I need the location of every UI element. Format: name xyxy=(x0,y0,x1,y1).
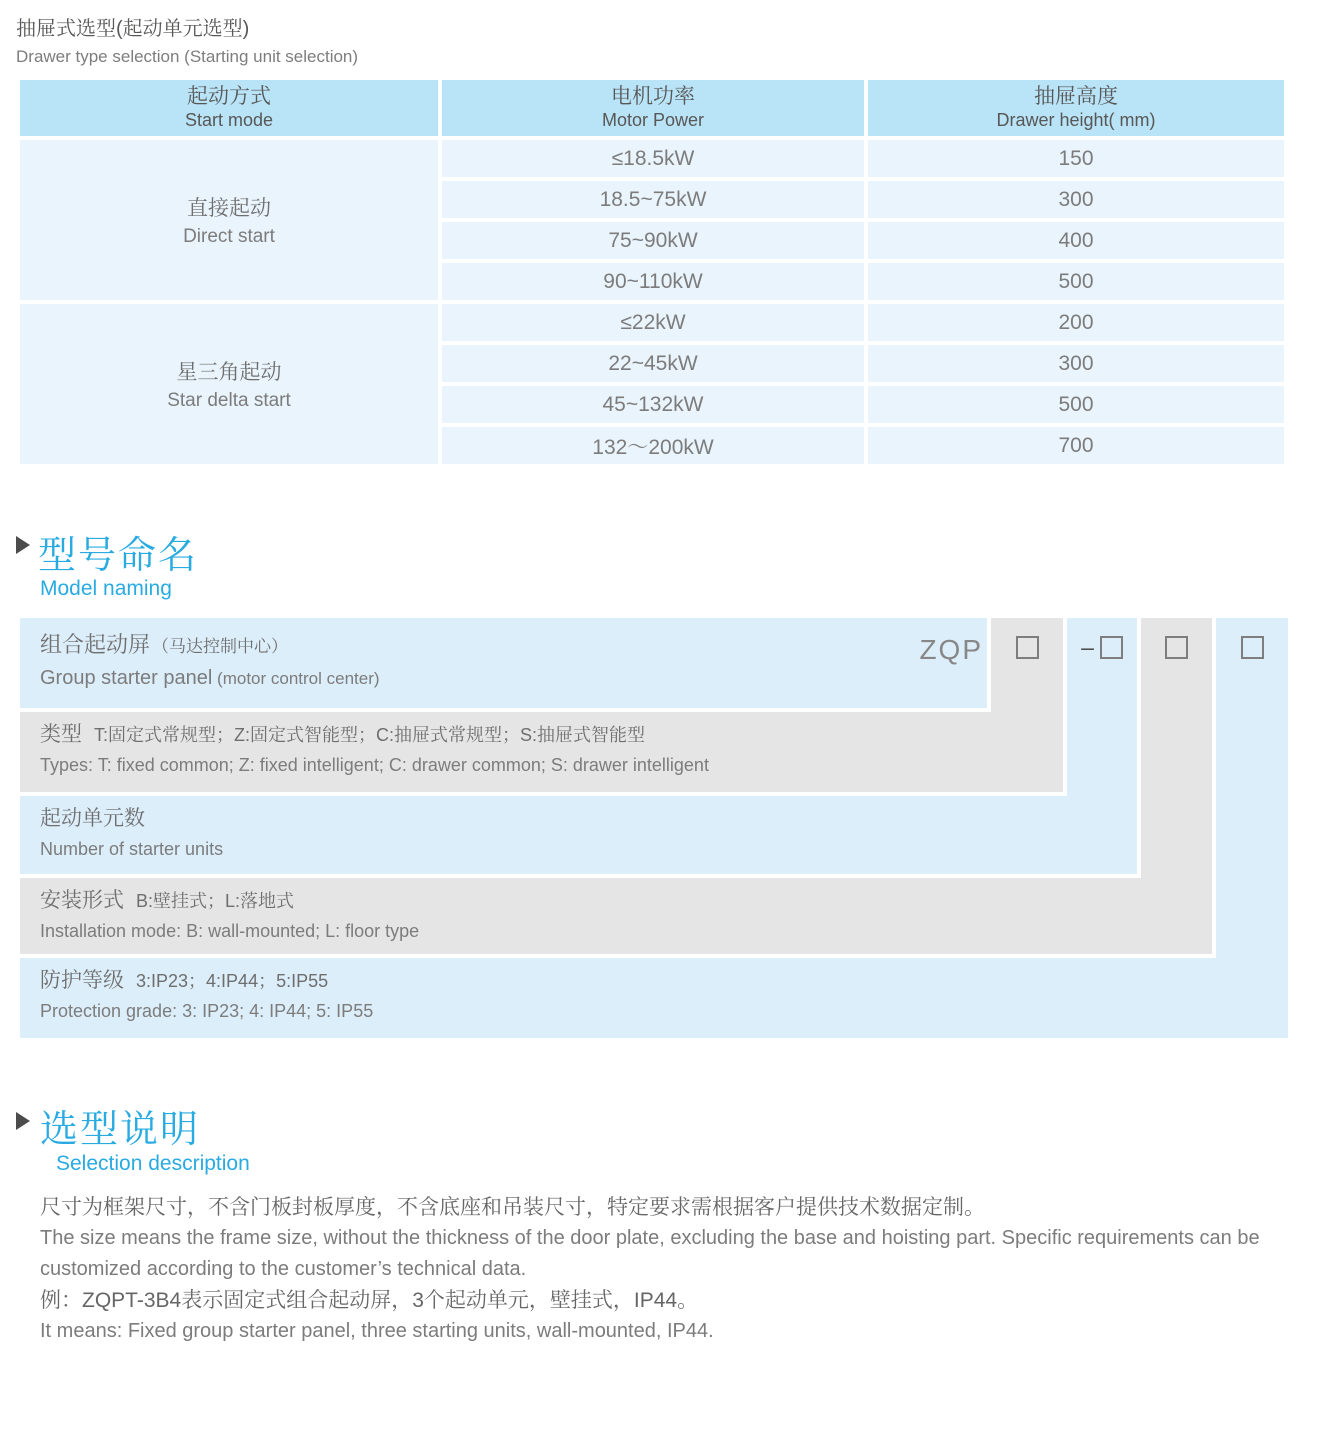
code-column-units xyxy=(1067,618,1137,874)
table-header-row xyxy=(20,80,1284,136)
section-subtitle-selection-description: Selection description xyxy=(56,1152,250,1175)
power-cell: 75~90kW xyxy=(442,222,864,259)
header-label-en: Start mode xyxy=(184,110,274,131)
type-label-zh: 类型 xyxy=(40,723,82,746)
mode-cell-direct-start xyxy=(20,140,438,300)
example-paragraph-en: It means: Fixed group starter panel, three starting units, wall-mounted, IP44. xyxy=(40,1320,714,1342)
protection-label-en: Protection grade: 3: IP23; 4: IP44; 5: IP55 xyxy=(40,1001,374,1022)
naming-row-starter-units xyxy=(20,796,1137,874)
header-label-zh: 电机功率 xyxy=(611,85,695,109)
power-cell: 45~132kW xyxy=(442,386,864,423)
mode-cell-star-delta-start xyxy=(20,304,438,464)
height-cell: 400 xyxy=(868,222,1284,259)
units-label-en: Number of starter units xyxy=(40,839,224,860)
selection-description-body xyxy=(40,1192,1292,1347)
power-cell: ≤22kW xyxy=(442,304,864,341)
power-cell: 132～200kW xyxy=(442,427,864,464)
placeholder-box-icon xyxy=(1100,636,1123,659)
section-title-model-naming: 型号命名 xyxy=(38,535,199,577)
page-subtitle: Drawer type selection (Starting unit selection) xyxy=(16,47,359,66)
power-cell: 18.5~75kW xyxy=(442,181,864,218)
header-label-zh: 抽屉高度 xyxy=(1034,85,1118,109)
example-paragraph-zh: 例：ZQPT-3B4表示固定式组合起动屏，3个起动单元，壁挂式，IP44。 xyxy=(40,1289,699,1312)
installation-label-zh: 安装形式 xyxy=(40,889,124,912)
header-label-en: Drawer height( mm) xyxy=(996,110,1156,131)
height-cell: 500 xyxy=(868,263,1284,300)
header-label-zh: 起动方式 xyxy=(187,85,271,109)
table-body xyxy=(20,140,1284,464)
height-cell: 200 xyxy=(868,304,1284,341)
product-label-en-sub: (motor control center) xyxy=(212,668,380,688)
units-label-zh: 起动单元数 xyxy=(40,807,145,830)
section-arrow-icon xyxy=(16,536,30,554)
section-title-selection-description: 选型说明 xyxy=(40,1109,201,1151)
page-header xyxy=(16,12,358,67)
header-cell-drawer-height xyxy=(868,80,1284,136)
height-cell: 150 xyxy=(868,140,1284,177)
naming-row-product xyxy=(20,618,987,708)
section-arrow-icon xyxy=(16,1112,30,1130)
naming-row-text xyxy=(20,958,1288,1023)
placeholder-box-icon xyxy=(1241,636,1264,659)
header-cell-start-mode xyxy=(20,80,438,136)
drawer-selection-table xyxy=(20,80,1284,464)
code-column-protection xyxy=(1216,618,1288,1038)
naming-row-text xyxy=(20,878,1212,943)
placeholder-box-icon xyxy=(1016,636,1039,659)
power-cell: 22~45kW xyxy=(442,345,864,382)
section-subtitle-model-naming: Model naming xyxy=(40,577,172,600)
height-cell: 300 xyxy=(868,345,1284,382)
mode-label-zh: 星三角起动 xyxy=(176,361,282,384)
naming-row-type xyxy=(20,712,1063,792)
code-column-installation xyxy=(1141,618,1212,954)
mode-label-en: Direct start xyxy=(183,226,275,247)
height-cell: 500 xyxy=(868,386,1284,423)
product-label-en: Group starter panel xyxy=(40,666,213,689)
type-label-zh-sub: T:固定式常规型；Z:固定式智能型；C:抽屉式常规型；S:抽屉式智能型 xyxy=(94,725,646,745)
height-cell: 700 xyxy=(868,427,1284,464)
header-label-en: Motor Power xyxy=(601,110,705,131)
description-paragraph-zh: 尺寸为框架尺寸，不含门板封板厚度，不含底座和吊装尺寸，特定要求需根据客户提供技术数据定制。 xyxy=(40,1196,985,1219)
code-column-type xyxy=(991,618,1063,792)
dash-separator: – xyxy=(1081,634,1094,660)
naming-row-text xyxy=(20,712,1063,777)
model-code: ZQP xyxy=(919,634,983,665)
power-cell: 90~110kW xyxy=(442,263,864,300)
description-paragraph-en: The size means the frame size, without the thickness of the door plate, excluding the base and hoisting part. Specific requirements can be customized according to the customer’s technical data. xyxy=(40,1227,1260,1280)
height-cell: 300 xyxy=(868,181,1284,218)
page-title: 抽屉式选型(起动单元选型) xyxy=(16,18,250,40)
type-label-en: Types: T: fixed common; Z: fixed intelligent; C: drawer common; S: drawer intelligent xyxy=(40,755,709,776)
installation-label-zh-sub: B:壁挂式；L:落地式 xyxy=(136,891,295,911)
protection-label-zh: 防护等级 xyxy=(40,969,124,992)
naming-row-text xyxy=(20,618,987,690)
product-label-zh: 组合起动屏 xyxy=(40,632,151,657)
naming-row-text xyxy=(20,796,1137,861)
installation-label-en: Installation mode: B: wall-mounted; L: floor type xyxy=(40,921,420,942)
naming-row-protection xyxy=(20,958,1288,1038)
header-cell-motor-power xyxy=(442,80,864,136)
model-naming-diagram xyxy=(20,618,1288,1038)
placeholder-box-icon xyxy=(1165,636,1188,659)
protection-label-zh-sub: 3:IP23；4:IP44；5:IP55 xyxy=(136,971,329,991)
power-cell: ≤18.5kW xyxy=(442,140,864,177)
naming-row-installation xyxy=(20,878,1212,954)
mode-label-en: Star delta start xyxy=(167,390,291,411)
product-label-zh-sub: （马达控制中心） xyxy=(152,637,289,656)
mode-label-zh: 直接起动 xyxy=(187,197,271,220)
